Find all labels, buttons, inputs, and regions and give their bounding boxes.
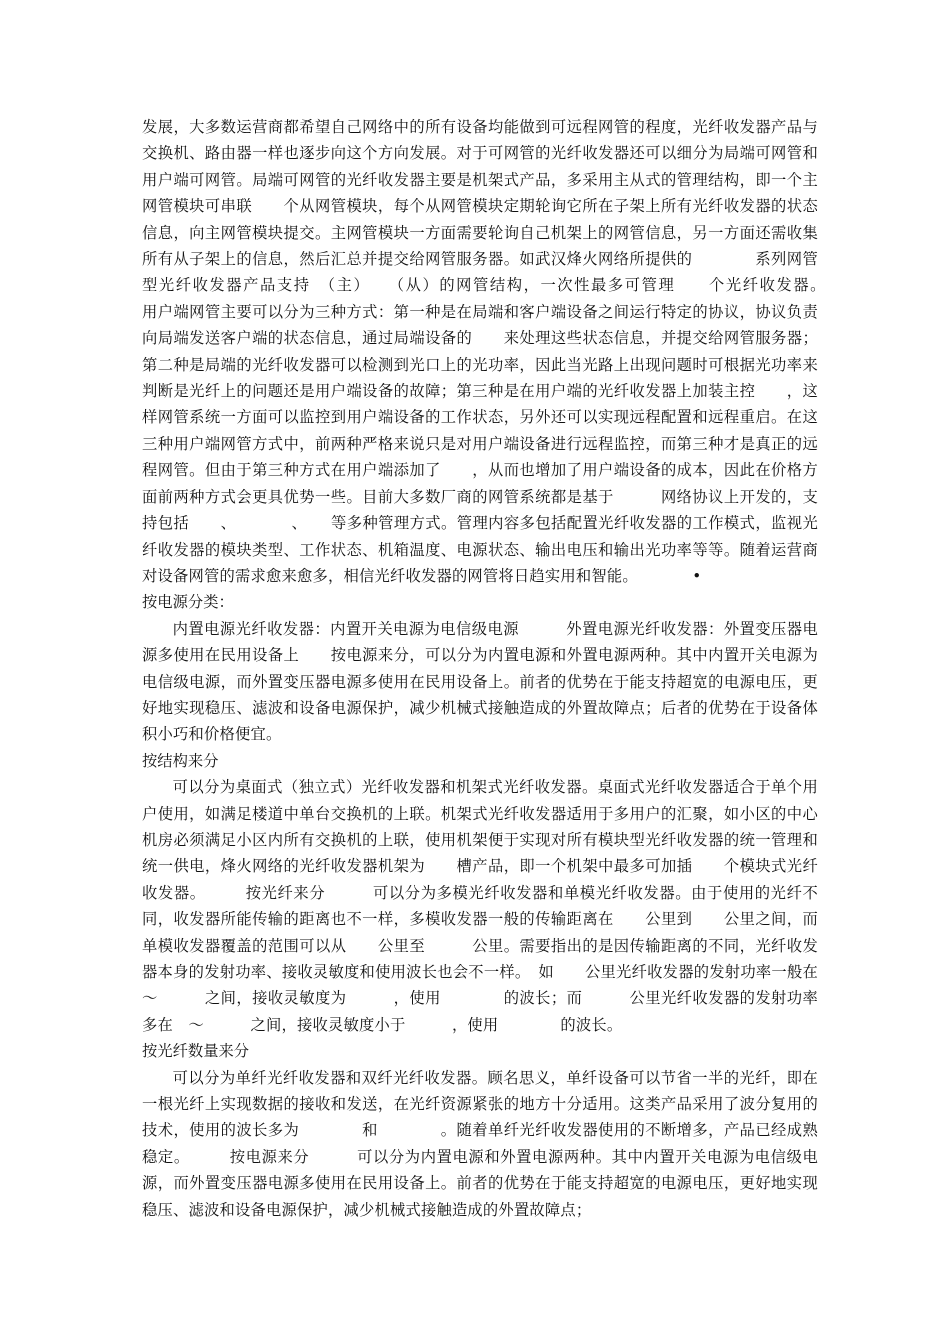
heading-by-power-supply: 按电源分类： xyxy=(142,593,234,612)
paragraph-network-management: 发展，大多数运营商都希望自己网络中的所有设备均能做到可远程网管的程度，光纤收发器产品与交换机、路由器一样也逐步向这个方向发展。对于可网管的光纤收发器还可以细分为局端可网管和用户端可网管。局端可网管的光纤收发器主要是机架式产品，多采用主从式的管理结构，即一个主网管模块可串联 个从网管模块，每个从网管模块定期轮询它所在子架上所有光纤收发器的状态信息，向主网管模块提交。主网管模块一方面需要轮询自己机架上的网管信息，另一方面还需收集所有从子架上的信息，然后汇总并提交给网管服务器。如武汉烽火网络所提供的 系列网管型光纤收发器产品支持 （主） （从）的网管结构，一次性最多可管理 个光纤收发器。 用户端网管主要可以分为三种方式：第一种是在局端和客户端设备之间运行特定的协议，协议负责向局端发送客户端的状态信息，通过局端设备的 来处理这些状态信息，并提交给网管服务器；第二种是局端的光纤收发器可以检测到光口上的光功率，因此当光路上出现问题时可根据光功率来判断是光纤上的问题还是用户端设备的故障；第三种是在用户端的光纤收发器上加装主控 ，这样网管系统一方面可以监控到用户端设备的工作状态，另外还可以实现远程配置和远程重启。在这三种用户端网管方式中，前两种严格来说只是对用户端设备进行远程监控，而第三种才是真正的远程网管。但由于第三种方式在用户端添加了 ，从而也增加了用户端设备的成本，因此在价格方面前两种方式会更具优势一些。目前大多数厂商的网管系统都是基于 网络协议上开发的，支持包括 、 、 等多种管理方式。管理内容多包括配置光纤收发器的工作模式，监视光纤收发器的模块类型、工作状态、机箱温度、电源状态、输出电压和输出光功率等等。随着运营商对设备网管的需求愈来愈多，相信光纤收发器的网管将日趋实用和智能。 • xyxy=(142,118,865,585)
heading-by-fiber-count: 按光纤数量来分 xyxy=(142,1042,250,1061)
paragraph-fiber-count: 可以分为单纤光纤收发器和双纤光纤收发器。顾名思义，单纤设备可以节省一半的光纤，即在一根光纤上实现数据的接收和发送，在光纤资源紧张的地方十分适用。这类产品采用了波分复用的技术，使用的波长多为 和 。随着单纤光纤收发器使用的不断增多，产品已经成熟稳定。 按电源来分 可以分为内置电源和外置电源两种。其中内置开关电源为电信级电源，而外置变压器电源多使用在民用设备上。前者的优势在于能支持超宽的电源电压，更好地实现稳压、滤波和设备电源保护，减少机械式接触造成的外置故障点； xyxy=(142,1068,818,1219)
paragraph-power-supply: 内置电源光纤收发器：内置开关电源为电信级电源 外置电源光纤收发器：外置变压器电源多使用在民用设备上 按电源来分，可以分为内置电源和外置电源两种。其中内置开关电源为电信级电源，而外置变压器电源多使用在民用设备上。前者的优势在于能支持超宽的电源电压，更好地实现稳压、滤波和设备电源保护，减少机械式接触造成的外置故障点；后者的优势在于设备体积小巧和价格便宜。 xyxy=(142,619,818,744)
heading-by-structure: 按结构来分 xyxy=(142,751,219,770)
document-body xyxy=(142,114,865,1223)
paragraph-structure: 可以分为桌面式（独立式）光纤收发器和机架式光纤收发器。桌面式光纤收发器适合于单个用户使用，如满足楼道中单台交换机的上联。机架式光纤收发器适用于多用户的汇聚，如小区的中心机房必须满足小区内所有交换机的上联，使用机架便于实现对所有模块型光纤收发器的统一管理和统一供电，烽火网络的光纤收发器机架为 槽产品，即一个机架中最多可加插 个模块式光纤收发器。 按光纤来分 可以分为多模光纤收发器和单模光纤收发器。由于使用的光纤不同，收发器所能传输的距离也不一样，多模收发器一般的传输距离在 公里到 公里之间，而单模收发器覆盖的范围可以从 公里至 公里。需要指出的是因传输距离的不同，光纤收发器本身的发射功率、接收灵敏度和使用波长也会不一样。 如 公里光纤收发器的发射功率一般在 ～ 之间，接收灵敏度为 ，使用 的波长；而 公里光纤收发器的发射功率多在 ～ 之间，接收灵敏度小于 ，使用 的波长。 xyxy=(142,778,849,1034)
